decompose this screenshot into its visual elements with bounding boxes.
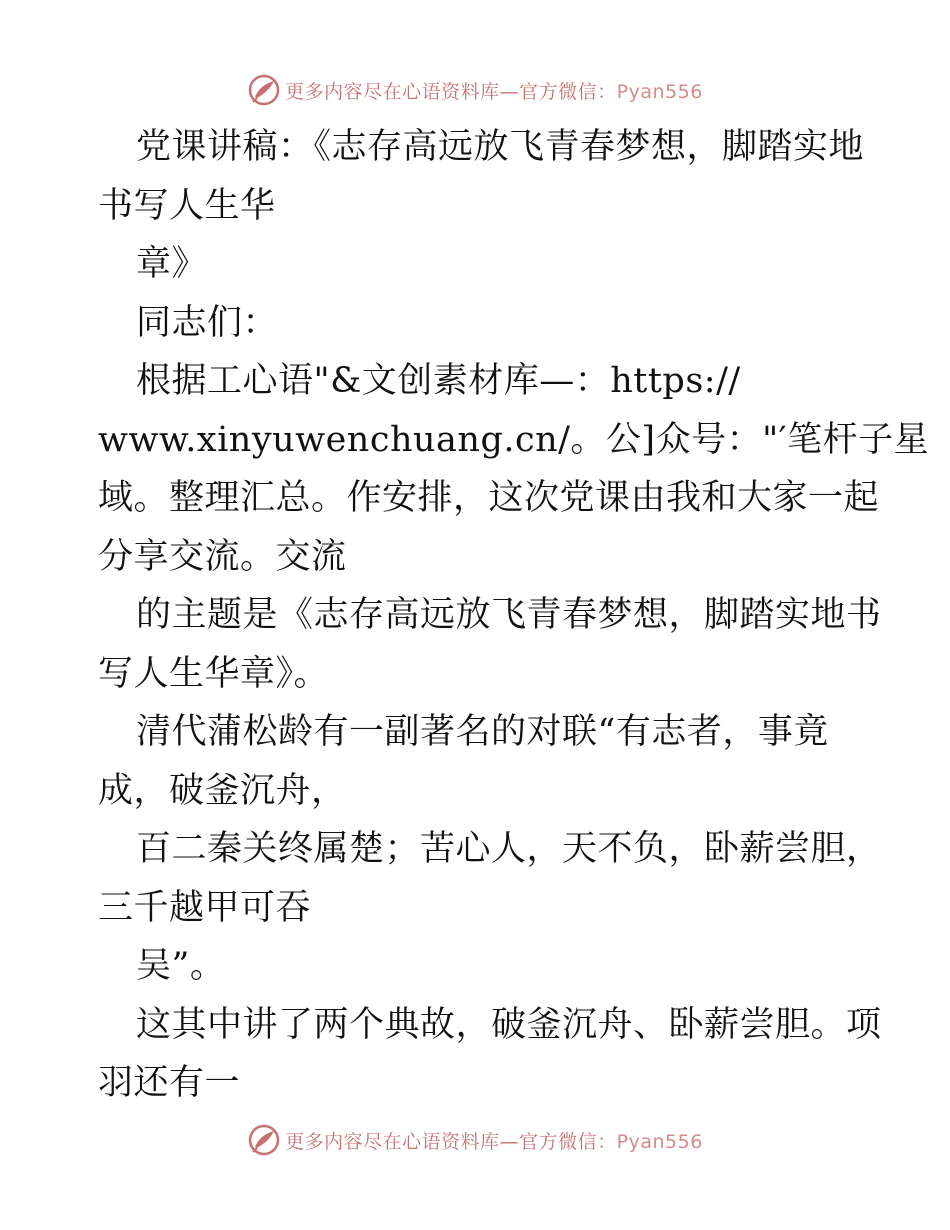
text-line: 清代蒲松龄有一副著名的对联“有志者，事竟 xyxy=(136,712,829,752)
text-line: 根据工心语"&文创素材库—：https:// xyxy=(136,361,741,401)
pen-logo-icon xyxy=(247,73,281,107)
text-line: 域。整理汇总。作安排，这次党课由我和大家一起 xyxy=(98,478,880,518)
watermark-wechat-id: Pyan556 xyxy=(616,80,703,103)
pen-logo-icon xyxy=(247,1123,281,1157)
text-line: 这其中讲了两个典故，破釜沉舟、卧薪尝胆。项 xyxy=(136,1004,882,1045)
text-line: 同志们： xyxy=(136,302,279,343)
header-watermark xyxy=(0,70,950,110)
watermark-text: 更多内容尽在心语资料库—官方微信： xyxy=(285,80,617,103)
document-body xyxy=(98,118,930,1113)
text-line: 分享交流。交流 xyxy=(98,536,347,577)
text-line: www.xinyuwenchuang.cn/。公]众号："′笔杆子星 xyxy=(98,419,930,460)
text-line: 章》 xyxy=(136,244,208,284)
text-line: 百二秦关终属楚；苦心人，天不负，卧薪尝胆， xyxy=(136,829,882,869)
text-line: 书写人生华 xyxy=(98,185,276,226)
text-line: 写人生华章》。 xyxy=(98,653,330,694)
footer-watermark xyxy=(0,1120,950,1160)
watermark-text: 更多内容尽在心语资料库—官方微信： xyxy=(285,1130,617,1153)
text-line: 三千越甲可吞 xyxy=(98,887,312,928)
text-line: 羽还有一 xyxy=(98,1063,241,1103)
text-line: 吴”。 xyxy=(136,946,226,986)
watermark-wechat-id: Pyan556 xyxy=(616,1130,703,1153)
text-line: 党课讲稿：《志存高远放飞青春梦想，脚踏实地 xyxy=(136,127,865,167)
text-line: 的主题是《志存高远放飞青春梦想，脚踏实地书 xyxy=(136,595,882,635)
text-line: 成，破釜沉舟， xyxy=(98,770,347,811)
